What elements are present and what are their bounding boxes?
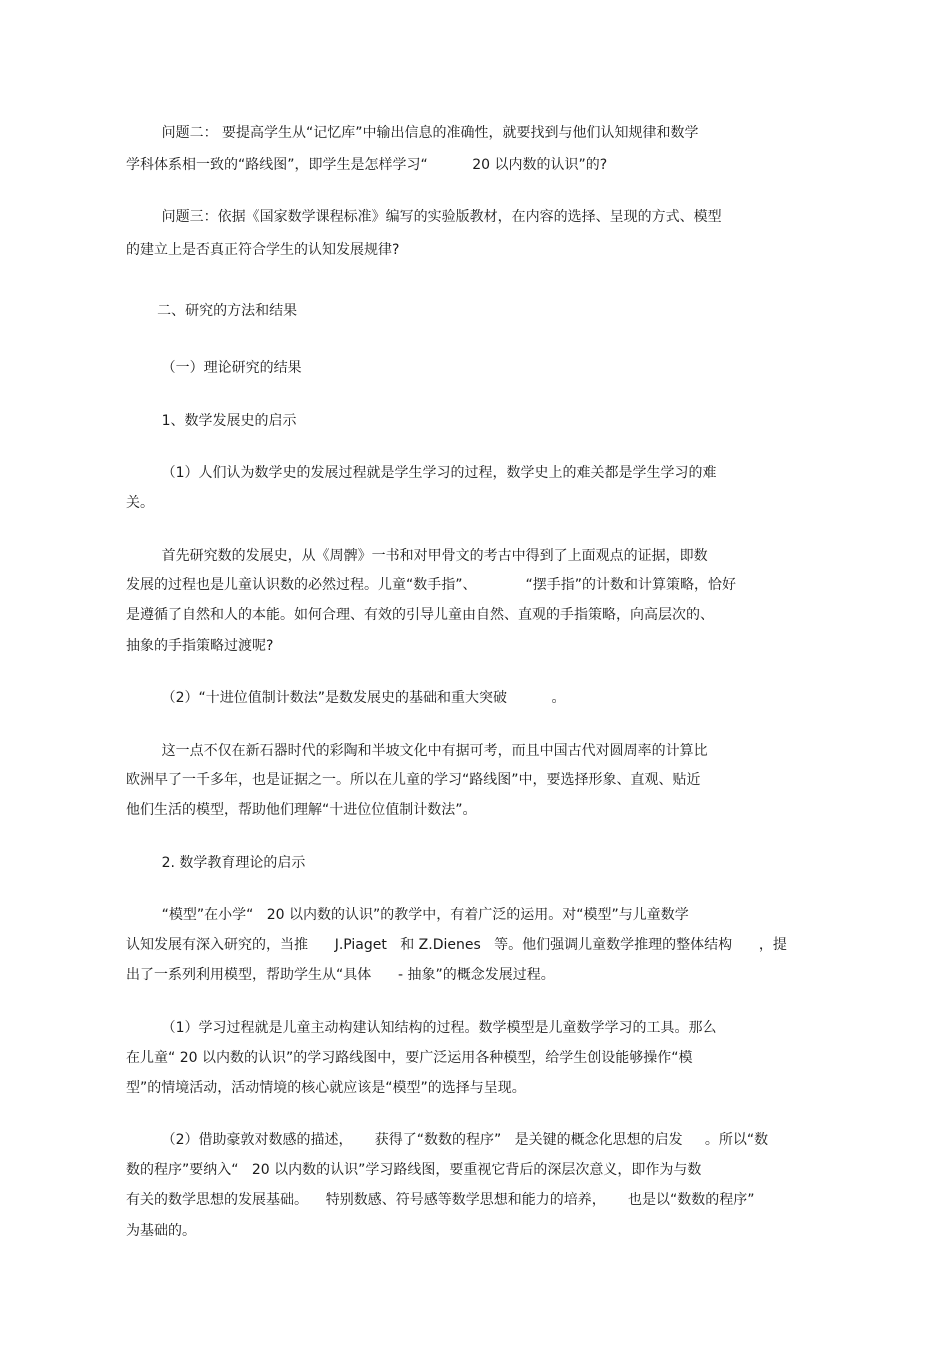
paragraph-line: 型”的情境活动，活动情境的核心就应该是“模型”的选择与呈现。 bbox=[126, 1080, 526, 1096]
paragraph-line: 学科体系相一致的“路线图”，即学生是怎样学习“ 20 以内数的认识”的? bbox=[126, 157, 608, 173]
paragraph-line: 是遵循了自然和人的本能。如何合理、有效的引导儿童由自然、直观的手指策略，向高层次的、 bbox=[126, 607, 714, 623]
paragraph-line: 欧洲早了一千多年，也是证据之一。所以在儿童的学习“路线图”中，要选择形象、直观、贴近 bbox=[126, 772, 701, 788]
subsection-heading: （一）理论研究的结果 bbox=[126, 360, 302, 376]
paragraph-line: 在儿童“ 20 以内数的认识”的学习路线图中，要广泛运用各种模型，给学生创设能够操作“模 bbox=[126, 1050, 693, 1066]
paragraph-line: （2）“十进位值制计数法”是数发展史的基础和重大突破 。 bbox=[126, 690, 566, 706]
subsection-heading: 1、数学发展史的启示 bbox=[126, 413, 297, 429]
paragraph-line: 有关的数学思想的发展基础。 特别数感、符号感等数学思想和能力的培养， 也是以“数数的程序” bbox=[126, 1192, 755, 1208]
subsection-heading: 2. 数学教育理论的启示 bbox=[126, 855, 306, 871]
paragraph-line: 认知发展有深入研究的，当推 J.Piaget 和 Z.Dienes 等。他们强调儿童数学推理的整体结构 ，提 bbox=[126, 937, 787, 953]
section-heading: 二、研究的方法和结果 bbox=[126, 303, 298, 319]
paragraph-line: 数的程序”要纳入“ 20 以内数的认识”学习路线图，要重视它背后的深层次意义，即作为与数 bbox=[126, 1162, 702, 1178]
paragraph-line: 关。 bbox=[126, 495, 154, 511]
paragraph-line: 他们生活的模型，帮助他们理解“十进位位值制计数法”。 bbox=[126, 802, 477, 818]
paragraph-line: 这一点不仅在新石器时代的彩陶和半坡文化中有据可考，而且中国古代对圆周率的计算比 bbox=[126, 743, 708, 759]
paragraph-line: 问题二： 要提高学生从“记忆库”中输出信息的准确性，就要找到与他们认知规律和数学 bbox=[126, 125, 699, 141]
paragraph-line: 首先研究数的发展史，从《周髀》一书和对甲骨文的考古中得到了上面观点的证据，即数 bbox=[126, 548, 708, 564]
paragraph-line: 为基础的。 bbox=[126, 1223, 196, 1239]
paragraph-line: （1）学习过程就是儿童主动构建认知结构的过程。数学模型是儿童数学学习的工具。那么 bbox=[126, 1020, 717, 1036]
paragraph-line: 抽象的手指策略过渡呢? bbox=[126, 638, 274, 654]
paragraph-line: “模型”在小学“ 20 以内数的认识”的教学中，有着广泛的运用。对“模型”与儿童数学 bbox=[126, 907, 689, 923]
paragraph-line: 的建立上是否真正符合学生的认知发展规律? bbox=[126, 242, 400, 258]
paragraph-line: 出了一系列利用模型，帮助学生从“具体 - 抽象”的概念发展过程。 bbox=[126, 967, 555, 983]
paragraph-line: 发展的过程也是儿童认识数的必然过程。儿童“数手指”、 “摆手指”的计数和计算策略，恰好 bbox=[126, 577, 736, 593]
paragraph-line: 问题三：依据《国家数学课程标准》编写的实验版教材，在内容的选择、呈现的方式、模型 bbox=[126, 209, 722, 225]
paragraph-line: （1）人们认为数学史的发展过程就是学生学习的过程，数学史上的难关都是学生学习的难 bbox=[126, 465, 717, 481]
paragraph-line: （2）借助豪敦对数感的描述， 获得了“数数的程序” 是关键的概念化思想的启发 。所以“数 bbox=[126, 1132, 769, 1148]
